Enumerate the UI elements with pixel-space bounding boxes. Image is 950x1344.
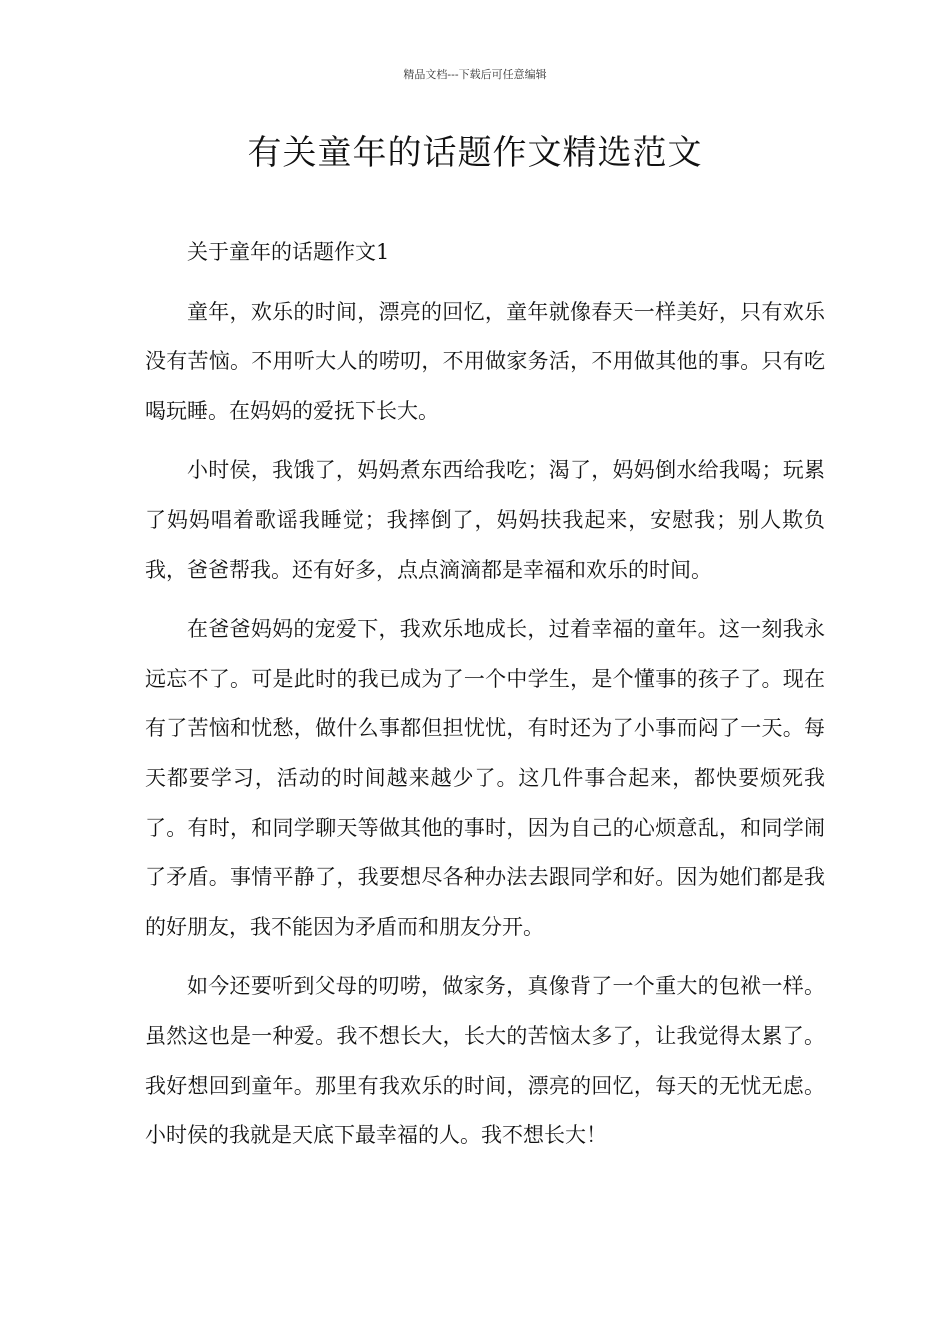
article-body: [145, 228, 825, 1171]
page-title: 有关童年的话题作文精选范文: [247, 133, 703, 173]
header-note: 精品文档---下载后可任意编辑: [403, 68, 547, 81]
paragraph-4: 如今还要听到父母的叨唠，做家务，真像背了一个重大的包袱一样。虽然这也是一种爱。我不想长大，长大的苦恼太多了，让我觉得太累了。我好想回到童年。那里有我欢乐的时间，漂亮的回忆，每天的无忧无虑。小时侯的我就是天底下最幸福的人。我不想长大！: [145, 974, 825, 1148]
article-subtitle: 关于童年的话题作文1: [187, 240, 390, 264]
paragraph-1: 童年，欢乐的时间，漂亮的回忆，童年就像春天一样美好，只有欢乐没有苦恼。不用听大人的唠叨，不用做家务活，不用做其他的事。只有吃喝玩睡。在妈妈的爱抚下长大。: [145, 299, 825, 423]
paragraph-3: 在爸爸妈妈的宠爱下，我欢乐地成长，过着幸福的童年。这一刻我永远忘不了。可是此时的我已成为了一个中学生，是个懂事的孩子了。现在有了苦恼和忧愁，做什么事都但担忧忧，有时还为了小事而闷了一天。每天都要学习，活动的时间越来越少了。这几件事合起来，都快要烦死我了。有时，和同学聊天等做其他的事时，因为自己的心烦意乱，和同学闹了矛盾。事情平静了，我要想尽各种办法去跟同学和好。因为她们都是我的好朋友，我不能因为矛盾而和朋友分开。: [145, 617, 825, 939]
paragraph-2: 小时侯，我饿了，妈妈煮东西给我吃；渴了，妈妈倒水给我喝；玩累了妈妈唱着歌谣我睡觉；我摔倒了，妈妈扶我起来，安慰我；别人欺负我，爸爸帮我。还有好多，点点滴滴都是幸福和欢乐的时间。: [145, 458, 825, 582]
